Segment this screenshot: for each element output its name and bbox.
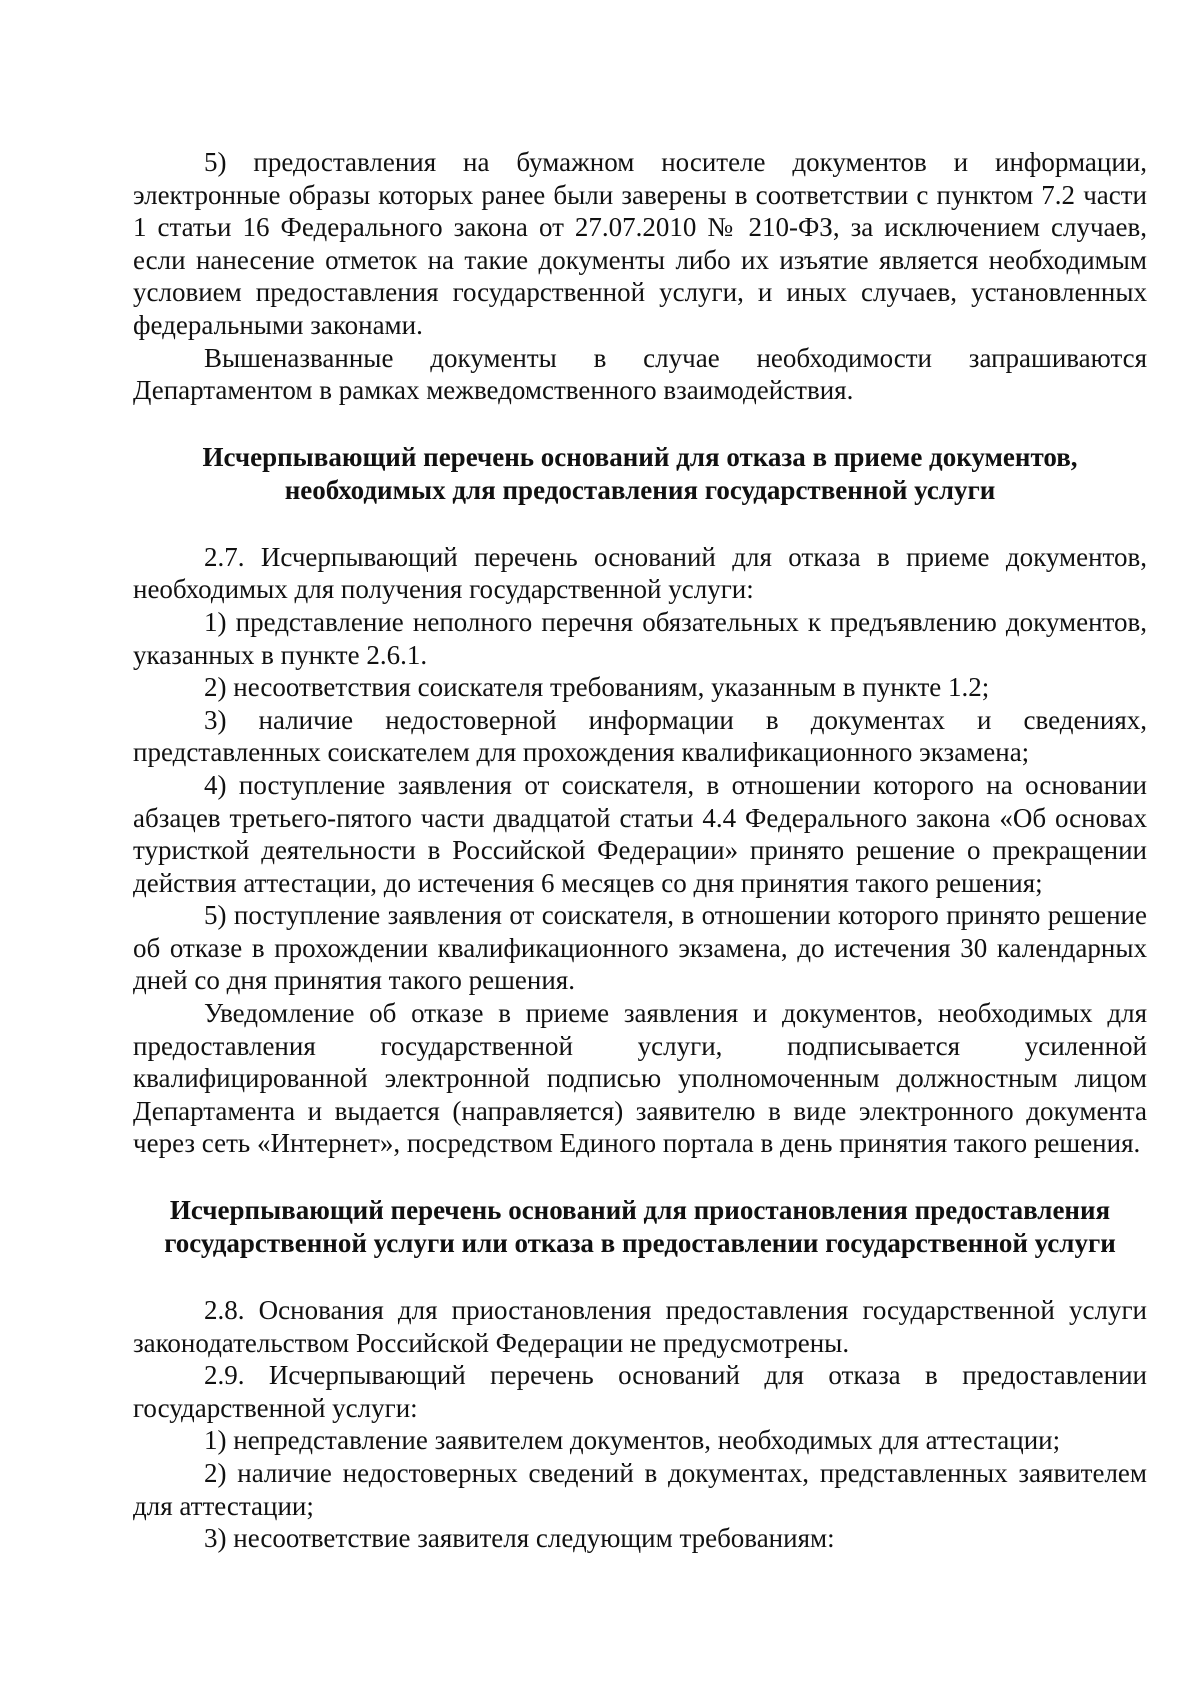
heading-line: государственной услуги или отказа в предоставлении государственной услуги — [164, 1228, 1116, 1259]
spacer — [133, 1260, 1147, 1294]
list-item-3: 3) несоответствие заявителя следующим требованиям: — [204, 1523, 835, 1554]
list-item-4: 4) поступление заявления от соискателя, в отношении которого на основании абзацев третьего-пятого части двадцатой статьи 4.4 Федерального закона «Об основах туристкой деятельности в Российской Федерации» принято решение о прекращении действия аттестации, до истечения 6 месяцев со дня принятия такого решения; — [133, 769, 1147, 898]
section-heading-suspension-refusal — [133, 1194, 1147, 1260]
paragraph-2-9: 2.9. Исчерпывающий перечень оснований для отказа в предоставлении государственной услуги: — [133, 1360, 1147, 1423]
list-item-2: 2) несоответствия соискателя требованиям, указанным в пункте 1.2; — [204, 672, 990, 703]
list-item-3: 3) наличие недостоверной информации в документах и сведениях, представленных соискателем для прохождения квалификационного экзамена; — [133, 704, 1147, 768]
list-item-5: 5) поступление заявления от соискателя, в отношении которого принято решение об отказе в прохождении квалификационного экзамена, до истечения 30 календарных дней со дня принятия такого решения. — [133, 900, 1147, 996]
list-item-1: 1) непредставление заявителем документов, необходимых для аттестации; — [204, 1425, 1061, 1456]
spacer — [133, 1160, 1147, 1194]
paragraph-2-7: 2.7. Исчерпывающий перечень оснований для отказа в приеме документов, необходимых для получения государственной услуги: — [133, 541, 1147, 605]
list-item-1: 1) представление неполного перечня обязательных к предъявлению документов, указанных в пункте 2.6.1. — [133, 606, 1147, 670]
paragraph-notification: Уведомление об отказе в приеме заявления и документов, необходимых для предоставления государственной услуги, подписывается усиленной квалифицированной электронной подписью уполномоченным должностным лицом Департамента и выдается (направляется) заявителю в виде электронного документа через сеть «Интернет», посредством Единого портала в день принятия такого решения. — [133, 998, 1147, 1159]
heading-line: Исчерпывающий перечень оснований для отказа в приеме документов, — [202, 441, 1078, 472]
heading-line: необходимых для предоставления государственной услуги — [284, 474, 996, 505]
paragraph-item-5: 5) предоставления на бумажном носителе документов и информации, электронные образы которых ранее были заверены в соответствии с пунктом 7.2 части 1 статьи 16 Федерального закона от 27.07.2010 № 210-ФЗ, за исключением случаев, если нанесение отметок на такие документы либо их изъятие является необходимым условием предоставления государственной услуги, и иных случаев, установленных федеральными законами. — [133, 147, 1147, 340]
document-body — [133, 146, 1147, 1555]
spacer — [133, 507, 1147, 541]
section-heading-refusal-acceptance — [133, 441, 1147, 507]
paragraph-interagency-request: Вышеназванные документы в случае необходимости запрашиваются Департаментом в рамках межведомственного взаимодействия. — [133, 342, 1147, 406]
paragraph-2-8: 2.8. Основания для приостановления предоставления государственной услуги законодательством Российской Федерации не предусмотрены. — [133, 1295, 1147, 1358]
heading-line: Исчерпывающий перечень оснований для приостановления предоставления — [169, 1195, 1111, 1226]
spacer — [133, 407, 1147, 441]
list-item-2: 2) наличие недостоверных сведений в документах, представленных заявителем для аттестации; — [133, 1458, 1147, 1521]
